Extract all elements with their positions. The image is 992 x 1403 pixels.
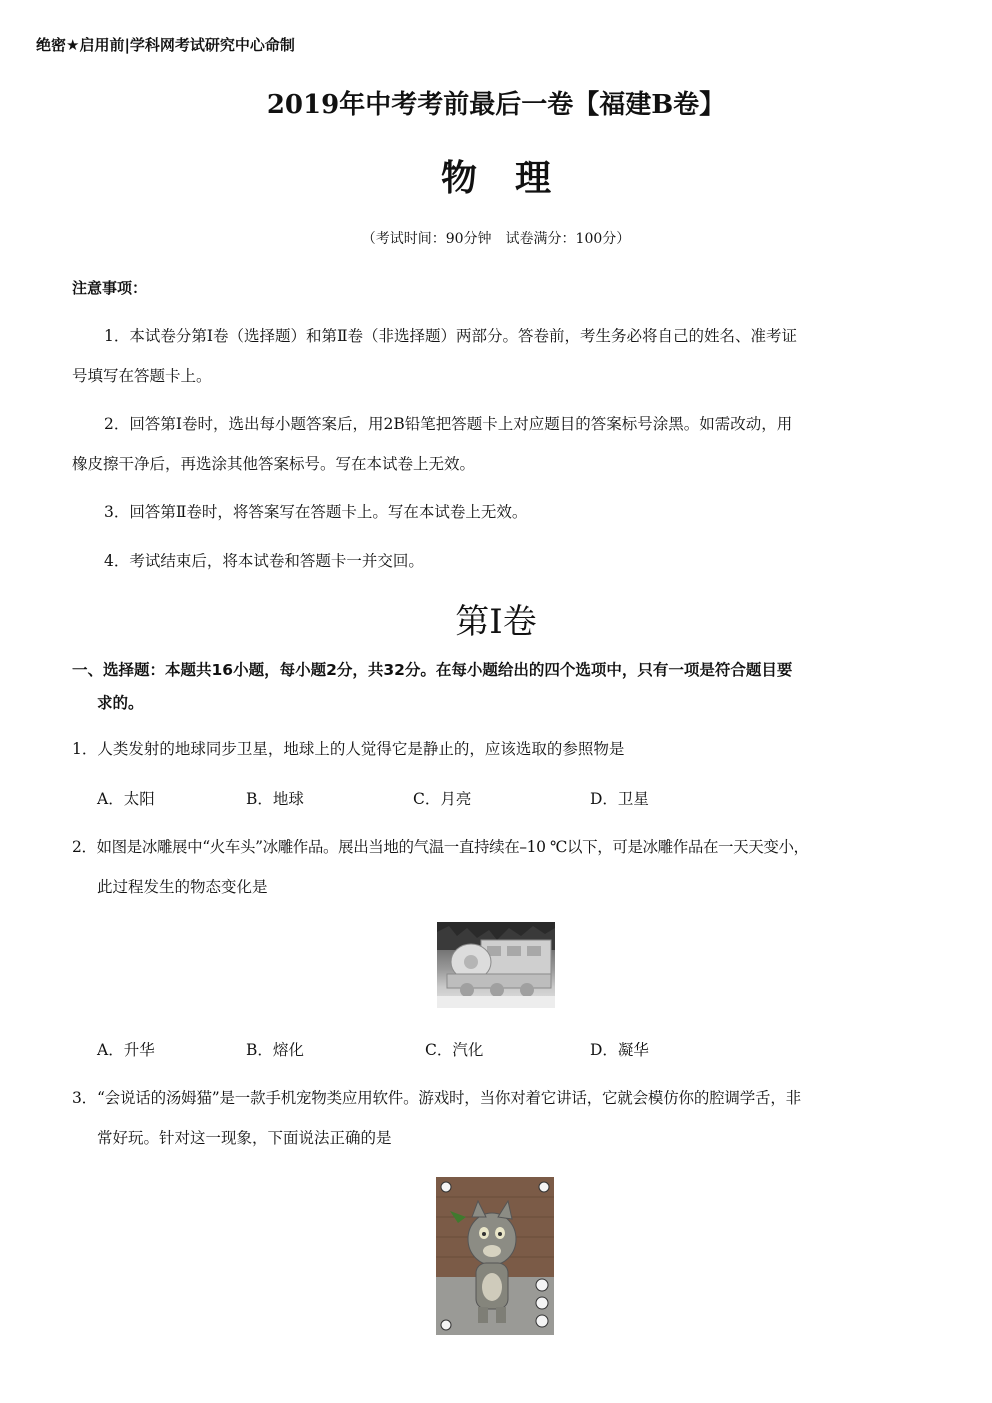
ice-sculpture-image xyxy=(437,922,555,1008)
section-title: 第Ⅰ卷 xyxy=(455,602,537,642)
notice-item-4: 4．考试结束后，将本试卷和答题卡一并交回。 xyxy=(104,552,424,570)
ice-sculpture-drawing xyxy=(437,922,555,1008)
notice-title: 注意事项： xyxy=(72,279,148,297)
question-3-stem-line2: 常好玩。针对这一现象，下面说法正确的是 xyxy=(97,1129,392,1147)
talking-tom-cat-drawing xyxy=(436,1177,554,1335)
question-2-stem-line2: 此过程发生的物态变化是 xyxy=(97,878,268,896)
notice-item-2-line1: 2．回答第Ⅰ卷时，选出每小题答案后，用2B铅笔把答题卡上对应题目的答案标号涂黑。如需改动，用 xyxy=(104,415,793,433)
question-2-stem-line1: 2．如图是冰雕展中“火车头”冰雕作品。展出当地的气温一直持续在–10 ℃以下，可是冰雕作品在一天天变小， xyxy=(72,838,809,856)
part-heading-line2: 求的。 xyxy=(97,694,144,712)
question-2-option-c: C．汽化 xyxy=(425,1041,484,1059)
part-heading-line1: 一、选择题：本题共16小题，每小题2分，共32分。在每小题给出的四个选项中，只有一项是符合题目要 xyxy=(72,661,793,679)
subject-title: 物理 xyxy=(440,157,589,199)
question-1-stem: 1．人类发射的地球同步卫星，地球上的人觉得它是静止的，应该选取的参照物是 xyxy=(72,740,625,758)
exam-title: 2019年中考考前最后一卷【福建B卷】 xyxy=(266,90,726,120)
question-3-stem-line1: 3．“会说话的汤姆猫”是一款手机宠物类应用软件。游戏时，当你对着它讲话，它就会模仿你的腔调学舌，非 xyxy=(72,1089,801,1107)
exam-info: （考试时间：90分钟 试卷满分：100分） xyxy=(361,231,631,247)
question-1-option-a: A．太阳 xyxy=(97,790,155,808)
notice-item-3: 3．回答第Ⅱ卷时，将答案写在答题卡上。写在本试卷上无效。 xyxy=(104,503,528,521)
talking-tom-cat-image xyxy=(436,1177,554,1335)
notice-item-2-line2: 橡皮擦干净后，再选涂其他答案标号。写在本试卷上无效。 xyxy=(72,455,476,473)
notice-item-1-line2: 号填写在答题卡上。 xyxy=(72,367,212,385)
question-2-option-a: A．升华 xyxy=(97,1041,155,1059)
notice-item-1-line1: 1．本试卷分第Ⅰ卷（选择题）和第Ⅱ卷（非选择题）两部分。答卷前，考生务必将自己的姓名、准考证 xyxy=(104,327,798,345)
question-2-option-b: B．熔化 xyxy=(246,1041,304,1059)
question-1-option-c: C．月亮 xyxy=(413,790,472,808)
confidential-label: 绝密★启用前|学科网考试研究中心命制 xyxy=(36,36,295,54)
question-2-option-d: D．凝华 xyxy=(590,1041,649,1059)
question-1-option-d: D．卫星 xyxy=(590,790,649,808)
question-1-option-b: B．地球 xyxy=(246,790,304,808)
